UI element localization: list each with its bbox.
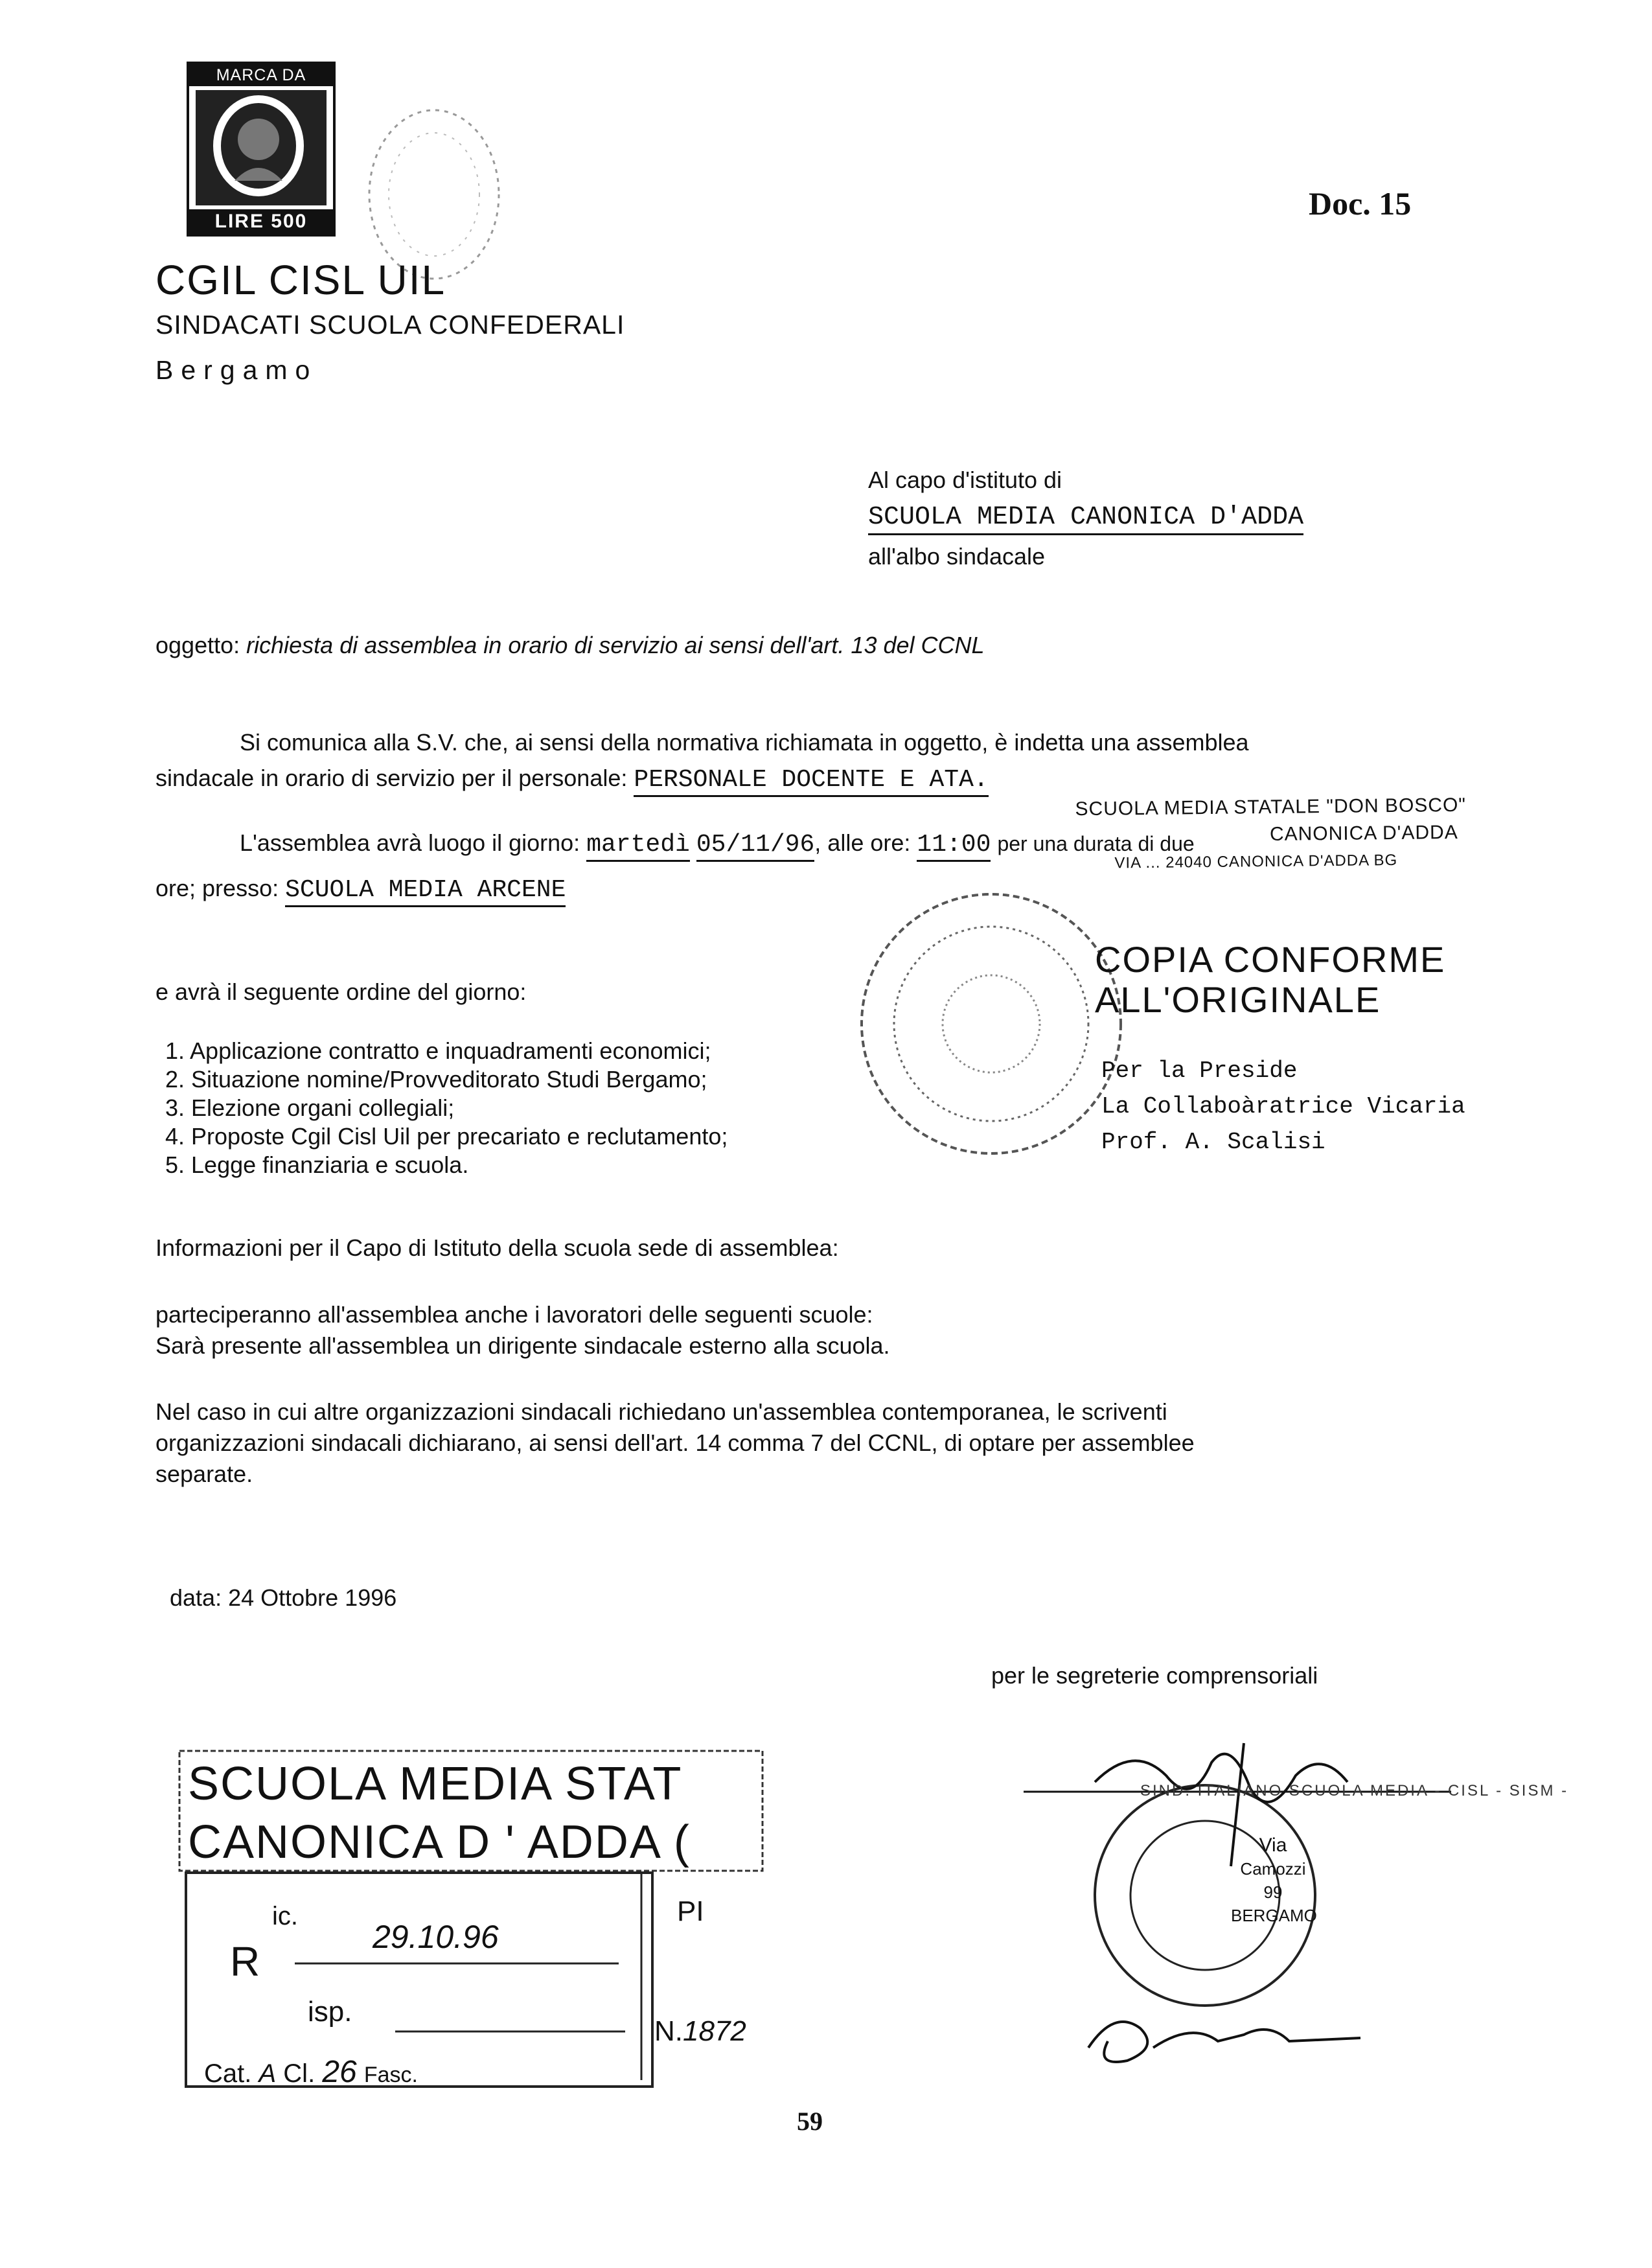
meeting-place: SCUOLA MEDIA ARCENE — [285, 876, 566, 907]
subject-text: richiesta di assemblea in orario di servizio ai sensi dell'art. 13 del CCNL — [246, 632, 985, 658]
org-city: Bergamo — [155, 355, 318, 385]
nelcaso-line1: Nel caso in cui altre organizzazioni sindacali richiedano un'assemblea contemporanea, le scriventi — [155, 1398, 1167, 1425]
school-round-stamp — [842, 881, 1140, 1166]
union-stamp-via: Via — [1259, 1834, 1287, 1856]
subject-line — [155, 632, 985, 659]
agenda-intro: e avrà il seguente ordine del giorno: — [155, 978, 527, 1005]
copia-line2: ALL'ORIGINALE — [1095, 979, 1381, 1020]
protocol-n-value: 1872 — [683, 2015, 746, 2047]
meeting-place-line — [155, 875, 566, 904]
para1-line2: sindacale in orario di servizio per il personale: — [155, 765, 628, 791]
agenda-list — [165, 1037, 728, 1179]
doc-label: Doc. 15 — [1309, 185, 1412, 222]
school-stamp-line2: CANONICA D'ADDA — [1269, 821, 1458, 846]
school-stamp-line3: VIA ... 24040 CANONICA D'ADDA BG — [1114, 851, 1398, 872]
meeting-time: 11:00 — [917, 831, 991, 862]
org-title: CGIL CISL UIL — [155, 257, 446, 303]
agenda-item: 5. Legge finanziaria e scuola. — [165, 1151, 469, 1178]
preside-line3: Prof. A. Scalisi — [1101, 1129, 1325, 1155]
protocol-isp-label: isp. — [308, 1996, 352, 2028]
protocol-pi-label: PI — [677, 1895, 704, 1927]
meeting-day: martedì — [586, 831, 690, 862]
school-stamp-line1: SCUOLA MEDIA STATALE "DON BOSCO" — [1075, 794, 1467, 820]
stamp-value: LIRE 500 — [189, 209, 333, 234]
partecip-line2: Sarà presente all'assemblea un dirigente sindacale esterno alla scuola. — [155, 1332, 890, 1359]
agenda-item: 3. Elezione organi collegiali; — [165, 1094, 455, 1121]
meeting-datetime-line — [240, 829, 1195, 859]
preside-line2: La Collaboàratrice Vicaria — [1101, 1093, 1465, 1120]
meeting-date: 05/11/96 — [696, 831, 814, 862]
recipient-intro: Al capo d'istituto di — [868, 467, 1062, 493]
agenda-item: 4. Proposte Cgil Cisl Uil per precariato e reclutamento; — [165, 1123, 728, 1150]
protocol-fasc-label: Fasc. — [363, 2063, 418, 2087]
recipient-albo: all'albo sindacale — [868, 543, 1046, 570]
signature-caption: per le segreterie comprensoriali — [991, 1662, 1318, 1689]
stamp-portrait — [196, 90, 327, 205]
recipient-block — [868, 467, 1303, 570]
meeting-duration: per una durata di due — [997, 832, 1195, 855]
page-number: 59 — [797, 2107, 823, 2136]
partecip-line1: parteciperanno all'assemblea anche i lavoratori delle seguenti scuole: — [155, 1301, 873, 1328]
para1-line1: Si comunica alla S.V. che, ai sensi della normativa richiamata in oggetto, è indetta una assemblea — [240, 729, 1249, 756]
info-line: Informazioni per il Capo di Istituto della scuola sede di assemblea: — [155, 1234, 839, 1261]
certified-copy-stamp — [1095, 940, 1445, 1020]
stamp-top-label: MARCA DA — [189, 64, 333, 86]
protocol-cl-value: 26 — [322, 2055, 357, 2089]
nelcaso-line2: organizzazioni sindacali dichiarano, ai sensi dell'art. 14 comma 7 del CCNL, di optare per assemblee — [155, 1429, 1195, 1456]
protocol-ric-date: 29.10.96 — [373, 1919, 499, 1955]
separate-assemblies-paragraph — [155, 1396, 1195, 1490]
subject-label: oggetto: — [155, 632, 240, 658]
union-stamp-street: Camozzi 99 — [1240, 1859, 1306, 1902]
protocol-cl-label: Cl. — [283, 2059, 315, 2088]
agenda-item: 2. Situazione nomine/Provveditorato Studi Bergamo; — [165, 1066, 707, 1093]
paragraph-announcement — [155, 724, 1249, 798]
protocol-classification — [204, 2054, 418, 2090]
meeting-time-label: , alle ore: — [814, 829, 911, 856]
preside-signature-block — [1101, 1053, 1465, 1160]
copia-line1: COPIA CONFORME — [1095, 939, 1446, 980]
protocol-cat-label: Cat. — [204, 2059, 252, 2088]
revenue-stamp — [187, 62, 336, 237]
recipient-school: SCUOLA MEDIA CANONICA D'ADDA — [868, 503, 1303, 535]
protocol-ric-label: ic. — [272, 1902, 298, 1930]
protocol-number — [654, 2015, 746, 2048]
union-stamp-inner — [1231, 1834, 1315, 1927]
portrait-icon — [196, 90, 321, 202]
protocol-n-label: N. — [654, 2015, 683, 2047]
union-stamp-city: BERGAMO — [1231, 1906, 1317, 1925]
protocol-r-label: R — [230, 1938, 260, 1985]
agenda-item: 1. Applicazione contratto e inquadramenti economici; — [165, 1037, 711, 1064]
preside-line1: Per la Preside — [1101, 1058, 1298, 1084]
org-subtitle: SINDACATI SCUOLA CONFEDERALI — [155, 310, 625, 340]
date-line: data: 24 Ottobre 1996 — [170, 1584, 397, 1611]
nelcaso-line3: separate. — [155, 1461, 253, 1487]
protocol-stamp — [178, 1743, 781, 2119]
protocol-school-line1: SCUOLA MEDIA STAT — [188, 1758, 683, 1810]
protocol-school-line2: CANONICA D ' ADDA ( — [188, 1816, 691, 1868]
protocol-cat-value: A — [258, 2059, 277, 2088]
meeting-place-label: ore; presso: — [155, 875, 279, 901]
meeting-day-label: L'assemblea avrà luogo il giorno: — [240, 829, 580, 856]
union-stamp-ring: SIND. ITALIANO SCUOLA MEDIA - CISL - SISM - — [1140, 1782, 1569, 1799]
participants-paragraph — [155, 1299, 890, 1361]
personnel-value: PERSONALE DOCENTE E ATA. — [634, 766, 988, 797]
